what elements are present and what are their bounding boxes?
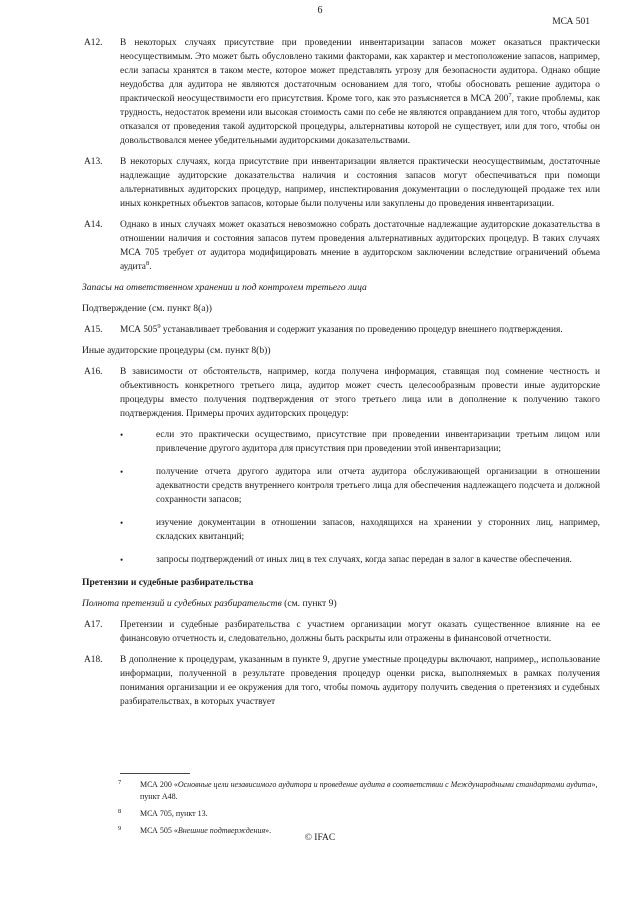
footnote-mark: 8 [118,808,122,815]
footnote-ref: 7 [508,91,512,99]
paragraph-text-tail: , такие проблемы, как трудность, недостаток времени или высокая стоимость сами по себе не являются оправданием для того, чтобы аудитор отказался от проведения такой аудиторской процедуры, альтернативы которой не существует, или для того, чтобы он довольствовался менее убедительными аудиторскими доказательствами. [120,94,601,146]
paragraph-number: A18. [84,655,103,665]
paragraph-text-tail: . [149,262,152,272]
footnote-title: Основные цели независимого аудитора и проведение аудита в соответствии с Международными стандартами аудита [177,780,592,789]
paragraph-text: МСА 505 [120,325,158,335]
paragraph-number: A15. [84,325,103,335]
list-item-text: получение отчета другого аудитора или отчета аудитора обслуживающей организации в отношении адекватности средств внутреннего контроля третьего лица для обеспечения надлежащего подсчета и должной сохранности запасов; [156,467,600,505]
bullet-icon: • [120,430,124,440]
main-content [82,36,601,716]
list-item-text: если это практически осуществимо, присутствие при проведении инвентаризации третьим лицом или привлечение другого аудитора для присутствия при проведении этой инвентаризации; [156,430,600,454]
paragraph-number: A14. [84,220,103,230]
list-item [120,516,600,544]
list-item-text: запросы подтверждений от иных лиц в тех случаях, когда запас передан в залог в качестве обеспечения. [156,555,572,565]
footnote-prefix: МСА 200 « [140,780,178,789]
footnote-suffix: ». [265,826,272,835]
subheading-italic: Полнота претензий и судебных разбирательств [82,598,282,609]
footnote-suffix: », пункт А48. [140,780,598,801]
paragraph-a15 [84,322,600,337]
bullet-icon: • [120,555,124,565]
paragraph-text: В некоторых случаях, когда присутствие при инвентаризации является практически неосуществимым, достаточные надлежащие аудиторские доказательства наличия и состояния запасов могут обеспечиваться при помощи альтернативных аудиторских процедур, например, инспектирования документации о последующей продаже тех или иных конкретных объектов запасов, которые были получены или закуплены до проведения инвентаризации. [120,157,600,209]
procedure-list [120,428,600,567]
paragraph-number: A17. [84,620,103,630]
paragraph-text: В некоторых случаях присутствие при проведении инвентаризации запасов может оказаться практически неосуществимым. Это может быть обусловлено такими факторами, как характер и местоположение запасов, например, если запасы хранятся в таком месте, которое может представлять угрозу для безопасности аудитора. Однако общие неудобства для аудитора не являются достаточным основанием для того, чтобы обосновать решение аудитора о практической неосуществимости его присутствия. Кроме того, как это разъясняется в МСА 200 [120,38,600,104]
paragraph-text: В зависимости от обстоятельств, например, когда получена информация, ставящая под сомнение честность и объективность конкретного третьего лица, аудитор может счесть целесообразным провести иные аудиторские процедуры вместо получения подтверждения от этого третьего лица или в дополнение к получению такого подтверждения. Примеры прочих аудиторских процедур: [120,367,600,419]
footnote-8 [118,808,600,820]
paragraph-a17 [84,618,600,646]
bullet-icon: • [120,467,124,477]
paragraph-text: Однако в иных случаях может оказаться невозможно собрать достаточные надлежащие аудиторские доказательства в отношении наличия и состояния запасов путем проведения альтернативных аудиторских процедур. В таких случаях МСА 705 требует от аудитора модифицировать мнение в аудиторском заключении вследствие ограничений объема аудита [120,220,600,272]
paragraph-number: A16. [84,367,103,377]
footnote-divider [120,773,190,774]
footnote-ref: 9 [157,322,161,330]
list-item [120,553,600,567]
footnote-ref: 8 [145,259,150,267]
bullet-icon: • [120,518,124,528]
footnote-prefix: МСА 705, пункт 13. [140,809,208,818]
paragraph-a18 [84,653,600,709]
section-heading-custody: Запасы на ответственном хранении и под контролем третьего лица [82,282,367,293]
footnote-7 [118,779,600,803]
subheading-other-procedures: Иные аудиторские процедуры (см. пункт 8(b)) [82,345,271,356]
paragraph-text: Претензии и судебные разбирательства с участием организации могут оказать существенное влияние на ее финансовую отчетность и, следовательно, должны быть раскрыты или отражены в финансовой отчетности. [120,620,600,644]
subheading-completeness [82,597,600,611]
footer-copyright: © IFAC [304,833,336,843]
list-item [120,428,600,456]
footnote-prefix: МСА 505 « [140,826,178,835]
section-heading-claims: Претензии и судебные разбирательства [82,577,254,588]
paragraph-text: В дополнение к процедурам, указанным в пункте 9, другие уместные процедуры включают, например,, использование информации, полученной в результате проведения процедур оценки риска, выполняемых в рамках получения понимания организации и ее окружения для того, чтобы помочь аудитору получить сведения о претензиях и судебных разбирательствах, в которых участвует [120,655,600,707]
footnote-mark: 7 [118,779,122,786]
paragraph-a12 [84,36,601,148]
subheading-reference: (см. пункт 9) [281,598,337,609]
subheading-confirmation: Подтверждение (см. пункт 8(а)) [82,303,212,314]
paragraph-a13 [84,155,600,211]
paragraph-a14 [84,218,600,274]
list-item-text: изучение документации в отношении запасов, находящихся на хранении у сторонних лиц, например, складских квитанций; [156,518,600,542]
document-code: МСА 501 [552,17,590,27]
page-number: 6 [317,5,323,16]
paragraph-number: A12. [84,38,103,48]
footnote-title: Внешние подтверждения [177,826,266,835]
paragraph-text-tail: устанавливает требования и содержит указания по проведению процедур внешнего подтверждения. [160,325,563,335]
paragraph-a16 [84,365,600,421]
paragraph-number: A13. [84,157,103,167]
footnote-mark: 9 [118,825,122,832]
list-item [120,465,600,507]
